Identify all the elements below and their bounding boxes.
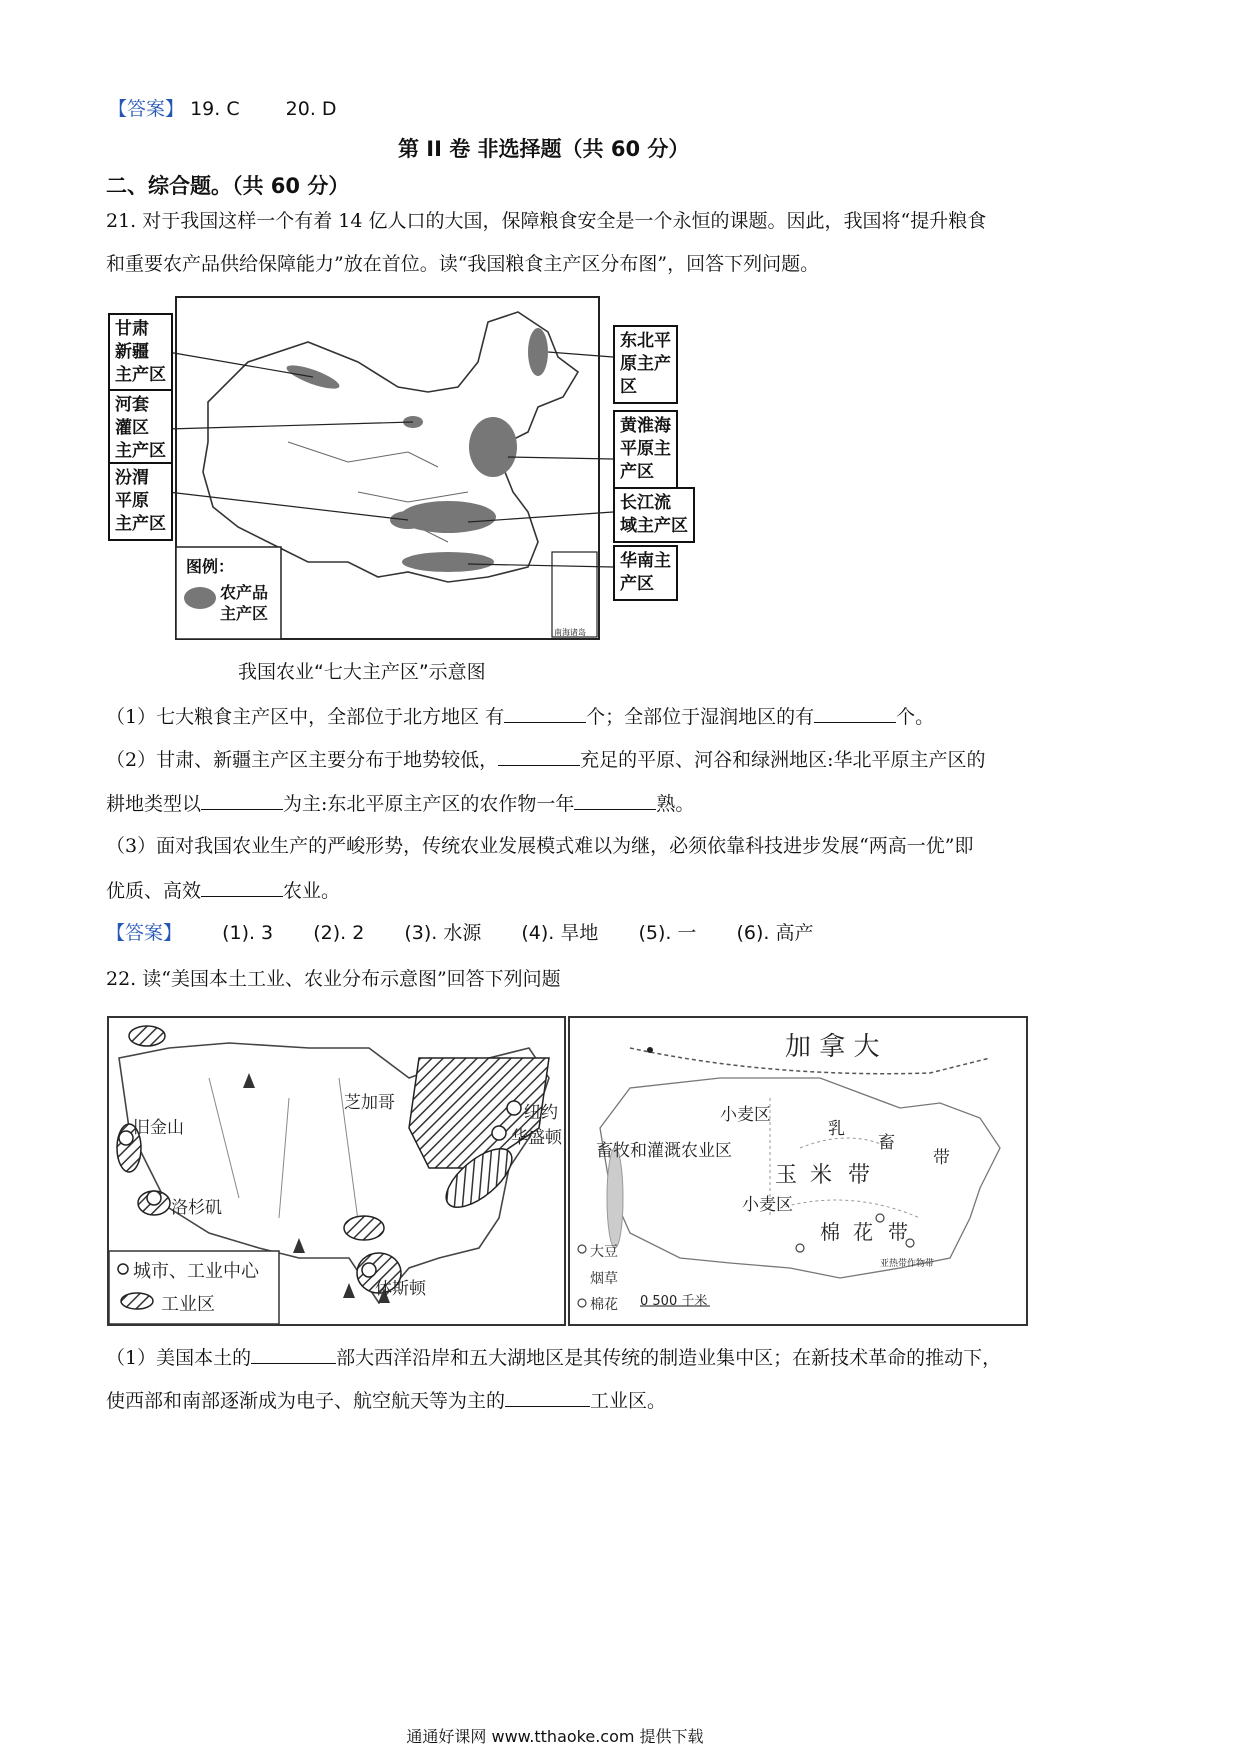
q21-answer-6: (6). 高产 (736, 922, 814, 944)
legend-item: 农产品 主产区 (220, 583, 269, 623)
q21-s1-text-b: 个；全部位于湿润地区的有 (586, 706, 815, 728)
answer-line-19-20 (108, 96, 337, 122)
q22-subq1-line1 (106, 1343, 1001, 1371)
region-corn-1: 玉 (775, 1163, 798, 1188)
q21-subq2-line2 (106, 789, 694, 817)
answer-tag: 【答案】 (106, 922, 183, 944)
q21-answer-1: (1). 3 (222, 922, 274, 944)
q21-subq2-line1 (106, 745, 986, 773)
q21-subq3-line2 (106, 876, 340, 904)
q22-s1-text-a: （1）美国本土的 (106, 1347, 252, 1369)
q21-s2-text-e: 熟。 (656, 793, 695, 815)
q21-s3-text-c: 农业。 (283, 880, 341, 902)
legend-cotton: 棉花 (590, 1297, 618, 1313)
city-san-francisco: 旧金山 (133, 1118, 184, 1138)
answer-tag: 【答案】 (108, 98, 185, 120)
china-map-figure (108, 292, 708, 687)
q21-stem-line2: 和重要农产品供给保障能力”放在首位。读“我国粮食主产区分布图”，回答下列问题。 (106, 253, 820, 275)
q21-s1-text-a: （1）七大粮食主产区中，全部位于北方地区 有 (106, 706, 505, 728)
south-china-sea-inset-label: 南海诸岛 (554, 628, 586, 637)
q21-answer-line (106, 920, 847, 946)
city-chicago: 芝加哥 (344, 1093, 395, 1113)
answer-20: 20. D (285, 98, 337, 120)
blank-7[interactable] (251, 1343, 336, 1364)
q21-s2-text-a: （2）甘肃、新疆主产区主要分布于地势较低， (106, 749, 499, 771)
map-scale: 0 500 千米 (640, 1294, 708, 1309)
blank-8[interactable] (505, 1386, 590, 1407)
blank-4[interactable] (201, 789, 283, 810)
region-livestock-irrigation: 畜牧和灌溉农业区 (596, 1141, 732, 1161)
q21-s2-text-d: 为主:东北平原主产区的农作物一年 (283, 793, 575, 815)
region-wheat-south: 小麦区 (742, 1195, 793, 1215)
legend-soybean: 大豆 (590, 1244, 618, 1260)
legend-city-industry-center: 城市、工业中心 (133, 1261, 259, 1282)
region-cotton-2: 花 (853, 1220, 873, 1244)
region-subtropical: 亚热带作物带 (880, 1259, 935, 1269)
q22-s1-text-c: 使西部和南部逐渐成为电子、航空航天等为主的 (106, 1390, 506, 1412)
label-northeast: 东北平 原主产 区 (613, 325, 678, 404)
city-new-york: 纽约 (524, 1103, 558, 1123)
region-corn-2: 米 (810, 1163, 833, 1188)
part-title: 第 II 卷 非选择题（共 60 分） (398, 137, 690, 161)
blank-1[interactable] (504, 702, 586, 723)
q21-answer-3: (3). 水源 (404, 922, 482, 944)
blank-6[interactable] (201, 876, 283, 897)
q22-s1-text-d: 工业区。 (590, 1390, 667, 1412)
blank-3[interactable] (498, 745, 580, 766)
label-huanghuaihai: 黄淮海 平原主 产区 (613, 410, 678, 489)
q21-s2-text-b: 充足的平原、河谷和绿洲地区:华北平原主产区的 (580, 749, 986, 771)
label-south-china: 华南主 产区 (613, 545, 678, 601)
label-fenwei: 汾渭 平原 主产区 (108, 462, 173, 541)
q21-answer-5: (5). 一 (638, 922, 697, 944)
china-map-caption: 我国农业“七大主产区”示意图 (238, 661, 486, 683)
region-corn-3: 带 (848, 1163, 871, 1188)
us-industry-map (107, 1016, 566, 1326)
label-yangtze: 长江流 域主产区 (613, 487, 695, 543)
q21-s2-text-c: 耕地类型以 (106, 793, 202, 815)
q21-stem-line1: 21. 对于我国这样一个有着 14 亿人口的大国，保障粮食安全是一个永恒的课题。因此，我国将“提升粮食 (106, 210, 987, 232)
us-agriculture-map-drawing (570, 1018, 1026, 1324)
region-cotton-3: 带 (888, 1220, 908, 1244)
region-dairy-2: 畜 (878, 1133, 895, 1153)
region-cotton-1: 棉 (820, 1220, 840, 1244)
us-agriculture-map (568, 1016, 1028, 1326)
q21-s1-text-c: 个。 (896, 706, 935, 728)
blank-5[interactable] (574, 789, 656, 810)
label-canada: 加 拿 大 (785, 1032, 880, 1062)
q21-subq1 (106, 702, 934, 730)
section-title: 二、综合题。（共 60 分） (106, 174, 350, 198)
legend-industrial-zone: 工业区 (161, 1294, 215, 1315)
q21-s3-text-b: 优质、高效 (106, 880, 202, 902)
q22-stem: 22. 读“美国本土工业、农业分布示意图”回答下列问题 (106, 968, 561, 990)
city-los-angeles: 洛杉矶 (171, 1198, 222, 1218)
legend-tobacco: 烟草 (590, 1271, 618, 1287)
region-dairy-1: 乳 (828, 1119, 845, 1139)
answer-19: 19. C (190, 98, 240, 120)
q21-answer-2: (2). 2 (313, 922, 365, 944)
legend-title: 图例： (186, 557, 235, 576)
label-hetao: 河套 灌区 主产区 (108, 389, 173, 468)
page-footer: 通通好课网 www.tthaoke.com 提供下载 (406, 1727, 704, 1746)
city-washington: 华盛顿 (511, 1128, 562, 1148)
region-dairy-3: 带 (933, 1148, 950, 1168)
q22-s1-text-b: 部大西洋沿岸和五大湖地区是其传统的制造业集中区；在新技术革命的推动下， (336, 1347, 1002, 1369)
q22-subq1-line2 (106, 1386, 666, 1414)
q21-answer-4: (4). 旱地 (521, 922, 599, 944)
region-wheat-north: 小麦区 (720, 1105, 771, 1125)
blank-2[interactable] (814, 702, 896, 723)
label-gansu-xinjiang: 甘肃 新疆 主产区 (108, 313, 173, 392)
city-houston: 休斯顿 (375, 1279, 426, 1299)
q21-subq3-line1: （3）面对我国农业生产的严峻形势，传统农业发展模式难以为继，必须依靠科技进步发展“两高一优”即 (106, 835, 974, 857)
